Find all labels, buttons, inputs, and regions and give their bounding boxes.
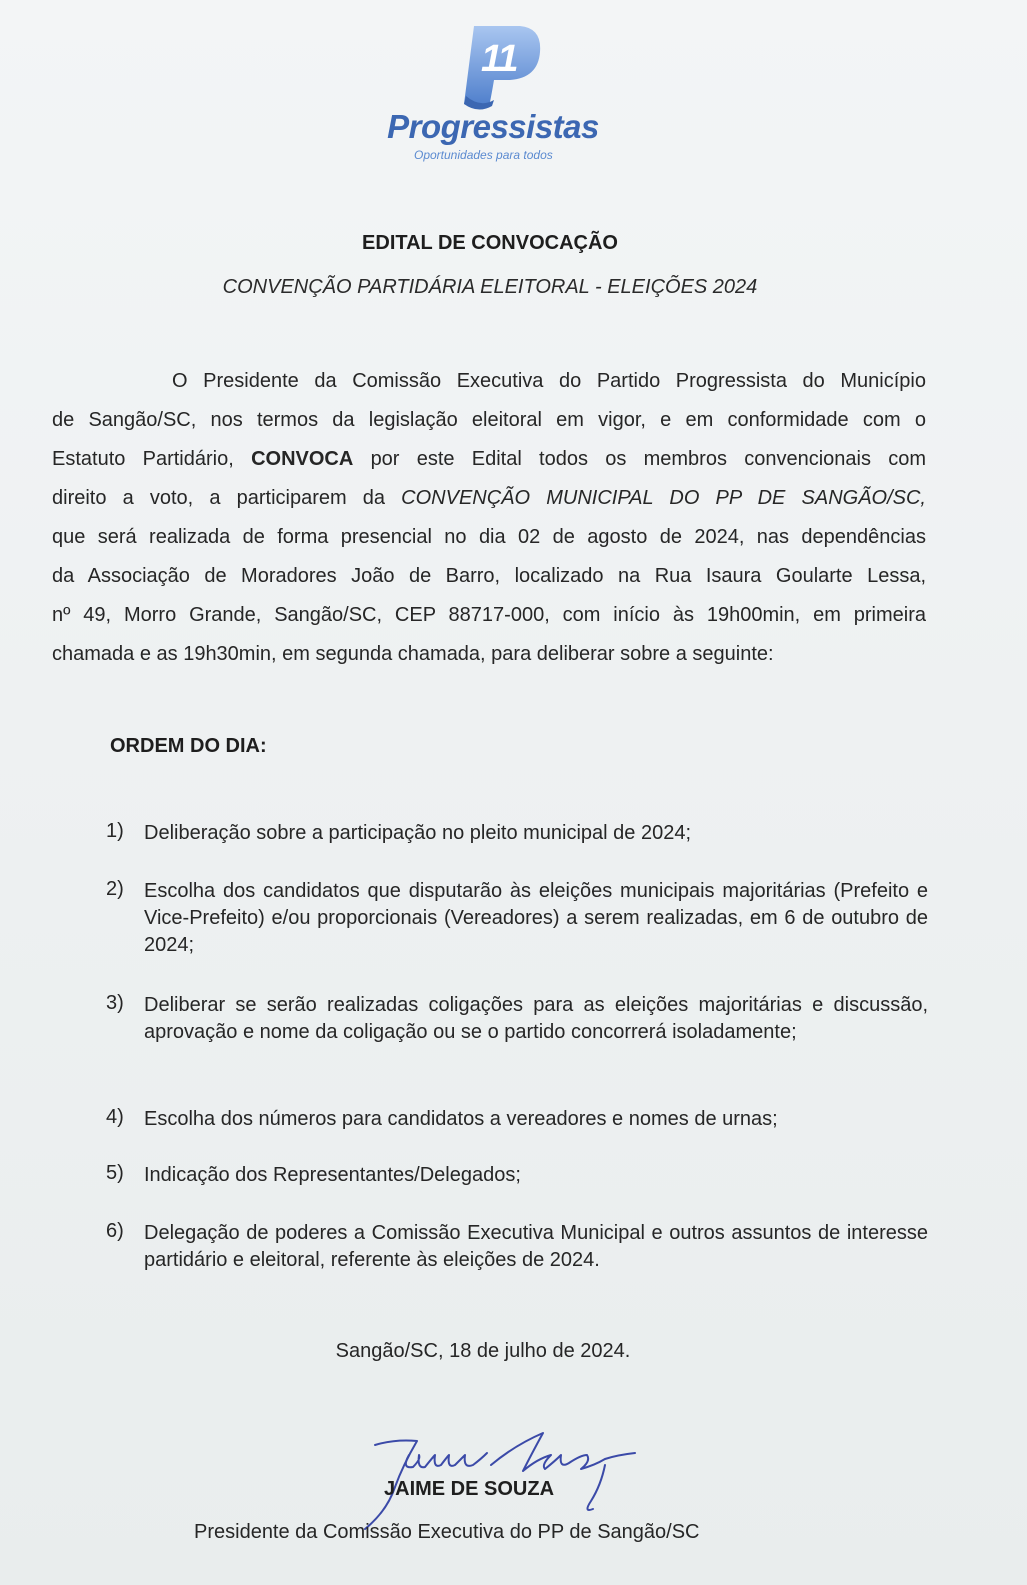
agenda-item-text: Escolha dos números para candidatos a vereadores e nomes de urnas; <box>144 1108 778 1130</box>
agenda-item-number: 1) <box>106 820 124 842</box>
document-subtitle: CONVENÇÃO PARTIDÁRIA ELEITORAL - ELEIÇÕES 2024 <box>222 276 758 298</box>
agenda-item-number: 2) <box>106 878 124 900</box>
paragraph-line: nº 49, Morro Grande, Sangão/SC, CEP 88717-000, com início às 19h00min, em primeira <box>52 604 926 626</box>
agenda-item-text: Escolha dos candidatos que disputarão às eleições municipais majoritárias (Prefeito e Vice-Prefeito) e/ou proporcionais (Vereadores) a serem realizadas, em 6 de outubro de 2024; <box>144 880 928 956</box>
agenda-item-number: 4) <box>106 1106 124 1128</box>
paragraph-line <box>52 440 926 479</box>
signer-role: Presidente da Comissão Executiva do PP de Sangão/SC <box>194 1521 700 1543</box>
convention-name: CONVENÇÃO MUNICIPAL DO PP DE SANGÃO/SC, <box>401 487 926 509</box>
paragraph-line: O Presidente da Comissão Executiva do Partido Progressista do Município <box>172 370 926 392</box>
agenda-item-text: Deliberar se serão realizadas coligações para as eleições majoritárias e discussão, aprovação e nome da coligação ou se o partido concorrerá isoladamente; <box>144 994 928 1043</box>
agenda-item-text: Delegação de poderes a Comissão Executiva Municipal e outros assuntos de interesse partidário e eleitoral, referente às eleições de 2024. <box>144 1222 928 1271</box>
paragraph-line: que será realizada de forma presencial no dia 02 de agosto de 2024, nas dependências <box>52 526 926 548</box>
signer-name: JAIME DE SOUZA <box>384 1478 555 1500</box>
convocation-paragraph <box>52 362 926 674</box>
agenda-heading: ORDEM DO DIA: <box>110 735 267 757</box>
party-logo <box>370 12 630 172</box>
party-name: Progressistas <box>387 108 599 145</box>
agenda-item-number: 3) <box>106 992 124 1014</box>
agenda-item-text: Indicação dos Representantes/Delegados; <box>144 1164 521 1186</box>
party-tagline: Oportunidades para todos <box>414 148 553 162</box>
document-date: Sangão/SC, 18 de julho de 2024. <box>335 1340 631 1362</box>
agenda-item-number: 6) <box>106 1220 124 1242</box>
party-number: 11 <box>481 38 517 80</box>
paragraph-line <box>52 479 926 518</box>
paragraph-text: Estatuto Partidário, <box>52 448 234 470</box>
paragraph-text: por este Edital todos os membros convencionais com <box>370 448 927 470</box>
convoca-emphasis: CONVOCA <box>251 448 354 470</box>
paragraph-line: de Sangão/SC, nos termos da legislação eleitoral em vigor, e em conformidade com o <box>52 409 926 431</box>
paragraph-text: direito a voto, a participarem da <box>52 487 386 509</box>
document-title: EDITAL DE CONVOCAÇÃO <box>362 232 618 254</box>
agenda-item-text: Deliberação sobre a participação no pleito municipal de 2024; <box>144 822 692 844</box>
agenda-item-number: 5) <box>106 1162 124 1184</box>
paragraph-line: chamada e as 19h30min, em segunda chamada, para deliberar sobre a seguinte: <box>52 643 774 665</box>
paragraph-line: da Associação de Moradores João de Barro, localizado na Rua Isaura Goularte Lessa, <box>52 565 926 587</box>
